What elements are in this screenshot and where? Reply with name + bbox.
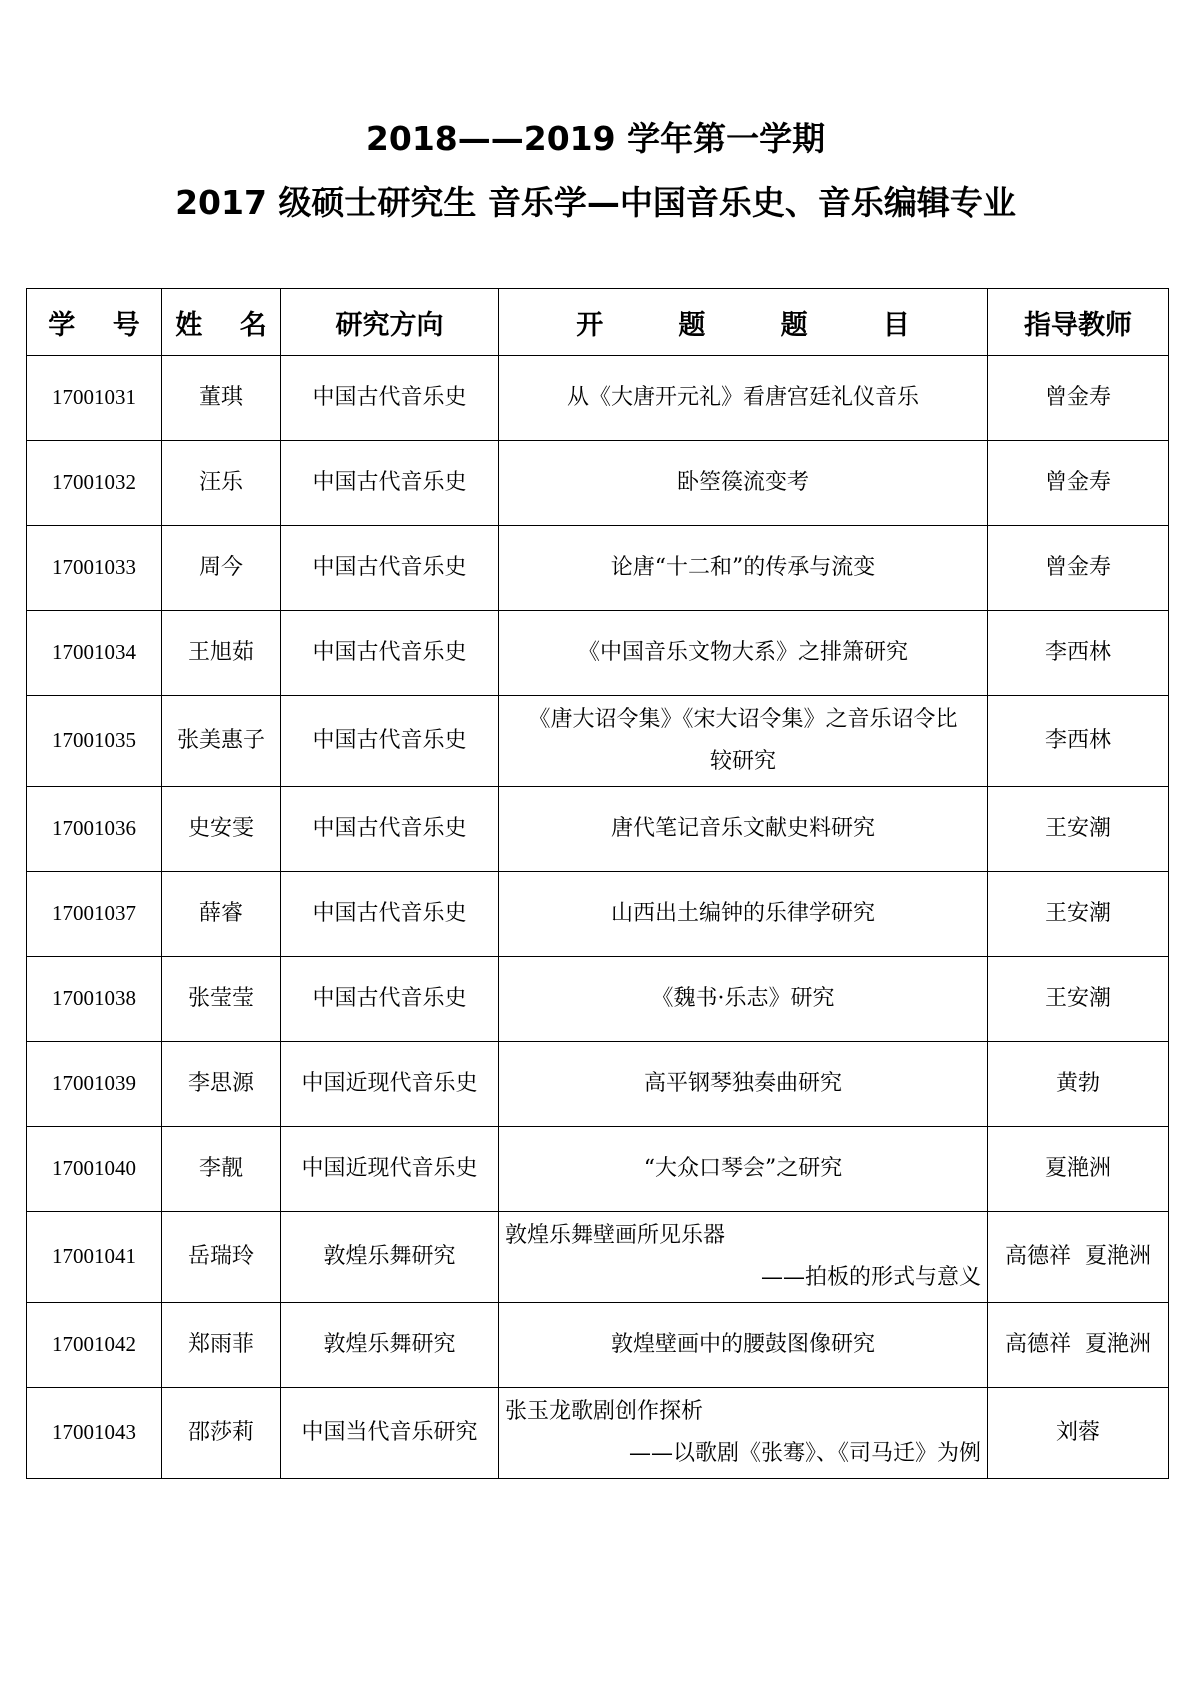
thesis-topic-cell <box>499 526 988 611</box>
thesis-topic-line: 《唐大诏令集》《宋大诏令集》之音乐诏令比 <box>528 707 958 733</box>
student-name-cell: 郑雨菲 <box>162 1303 281 1388</box>
research-direction-cell: 中国当代音乐研究 <box>281 1388 499 1479</box>
thesis-topic-cell <box>499 957 988 1042</box>
thesis-topic-cell <box>499 356 988 441</box>
student-id-cell: 17001040 <box>27 1127 162 1212</box>
research-direction-cell: 中国古代音乐史 <box>281 787 499 872</box>
advisor-cell: 黄勃 <box>988 1042 1169 1127</box>
advisor-cell: 王安潮 <box>988 787 1169 872</box>
thesis-topic-cell <box>499 1042 988 1127</box>
research-direction-cell: 中国古代音乐史 <box>281 441 499 526</box>
advisor-cell: 王安潮 <box>988 872 1169 957</box>
advisor-cell: 高德祥 夏滟洲 <box>988 1303 1169 1388</box>
thesis-topic-cell <box>499 611 988 696</box>
table-row <box>27 957 1169 1042</box>
student-name-cell: 董琪 <box>162 356 281 441</box>
student-id-cell: 17001033 <box>27 526 162 611</box>
student-name-cell: 张美惠子 <box>162 696 281 787</box>
advisor-cell: 曾金寿 <box>988 526 1169 611</box>
thesis-topic-cell <box>499 1303 988 1388</box>
thesis-topic-line: 较研究 <box>709 749 776 774</box>
student-name-cell: 岳瑞玲 <box>162 1212 281 1303</box>
research-direction-cell: 敦煌乐舞研究 <box>281 1303 499 1388</box>
thesis-topic-line: 论唐“十二和”的传承与流变 <box>610 555 876 581</box>
student-id-cell: 17001034 <box>27 611 162 696</box>
thesis-topic-line: 从《大唐开元礼》看唐宫廷礼仪音乐 <box>566 385 919 411</box>
student-name-cell: 张莹莹 <box>162 957 281 1042</box>
student-name-cell: 周今 <box>162 526 281 611</box>
column-header-research-direction: 研究方向 <box>281 289 499 356</box>
advisor-cell: 曾金寿 <box>988 356 1169 441</box>
advisor-cell: 李西林 <box>988 611 1169 696</box>
student-name-cell: 王旭茹 <box>162 611 281 696</box>
thesis-topic-line: ——以歌剧《张骞》、《司马迁》为例 <box>628 1441 981 1466</box>
document-title: 2018——2019 学年第一学期 <box>365 119 826 158</box>
thesis-topic-line: 敦煌壁画中的腰鼓图像研究 <box>610 1332 875 1358</box>
thesis-topic-cell <box>499 787 988 872</box>
research-direction-cell: 敦煌乐舞研究 <box>281 1212 499 1303</box>
thesis-topic-line: 敦煌乐舞壁画所见乐器 <box>505 1223 726 1249</box>
table-row <box>27 872 1169 957</box>
table-row <box>27 1127 1169 1212</box>
student-name-cell: 邵莎莉 <box>162 1388 281 1479</box>
table-row <box>27 356 1169 441</box>
student-id-cell: 17001037 <box>27 872 162 957</box>
advisor-cell: 王安潮 <box>988 957 1169 1042</box>
thesis-topic-line: 高平钢琴独奏曲研究 <box>643 1071 842 1097</box>
table-row <box>27 441 1169 526</box>
advisor-cell: 夏滟洲 <box>988 1127 1169 1212</box>
table-row <box>27 1303 1169 1388</box>
thesis-topic-line: 唐代笔记音乐文献史料研究 <box>610 816 875 842</box>
thesis-topic-cell <box>499 1212 988 1303</box>
thesis-topic-line: 张玉龙歌剧创作探析 <box>505 1399 704 1425</box>
thesis-topic-cell <box>499 441 988 526</box>
table-body <box>27 356 1169 1479</box>
table-row <box>27 611 1169 696</box>
student-id-cell: 17001039 <box>27 1042 162 1127</box>
thesis-topic-line: “大众口琴会”之研究 <box>643 1156 843 1182</box>
research-direction-cell: 中国古代音乐史 <box>281 526 499 611</box>
student-id-cell: 17001032 <box>27 441 162 526</box>
student-name-cell: 汪乐 <box>162 441 281 526</box>
table-row <box>27 1042 1169 1127</box>
advisor-cell: 刘蓉 <box>988 1388 1169 1479</box>
research-direction-cell: 中国古代音乐史 <box>281 611 499 696</box>
column-header-name: 姓 名 <box>162 289 281 356</box>
student-id-cell: 17001043 <box>27 1388 162 1479</box>
student-name-cell: 李思源 <box>162 1042 281 1127</box>
thesis-topic-line: 山西出土编钟的乐律学研究 <box>610 901 875 927</box>
column-header-thesis-topic: 开 题 题 目 <box>499 289 988 356</box>
student-name-cell: 史安雯 <box>162 787 281 872</box>
research-direction-cell: 中国古代音乐史 <box>281 872 499 957</box>
document-subtitle: 2017 级硕士研究生 音乐学—中国音乐史、音乐编辑专业 <box>175 183 1016 222</box>
thesis-topic-cell <box>499 1388 988 1479</box>
student-id-cell: 17001036 <box>27 787 162 872</box>
student-name-cell: 薛睿 <box>162 872 281 957</box>
student-id-cell: 17001041 <box>27 1212 162 1303</box>
advisor-cell: 高德祥 夏滟洲 <box>988 1212 1169 1303</box>
table-row <box>27 526 1169 611</box>
student-id-cell: 17001035 <box>27 696 162 787</box>
research-direction-cell: 中国古代音乐史 <box>281 957 499 1042</box>
table-row <box>27 787 1169 872</box>
advisor-cell: 李西林 <box>988 696 1169 787</box>
research-direction-cell: 中国近现代音乐史 <box>281 1127 499 1212</box>
thesis-topic-line: 《中国音乐文物大系》之排箫研究 <box>577 640 908 666</box>
thesis-topic-cell <box>499 872 988 957</box>
student-id-cell: 17001042 <box>27 1303 162 1388</box>
student-name-cell: 李靓 <box>162 1127 281 1212</box>
thesis-topic-cell <box>499 696 988 787</box>
research-direction-cell: 中国近现代音乐史 <box>281 1042 499 1127</box>
column-header-student-id: 学 号 <box>27 289 162 356</box>
table-header-row <box>27 289 1169 356</box>
table-row <box>27 1388 1169 1479</box>
thesis-proposal-table <box>26 288 1169 1479</box>
thesis-topic-line: ——拍板的形式与意义 <box>760 1265 981 1290</box>
column-header-advisor: 指导教师 <box>988 289 1169 356</box>
table-row <box>27 1212 1169 1303</box>
research-direction-cell: 中国古代音乐史 <box>281 356 499 441</box>
thesis-topic-line: 卧箜篌流变考 <box>676 470 809 496</box>
student-id-cell: 17001038 <box>27 957 162 1042</box>
table-row <box>27 696 1169 787</box>
student-id-cell: 17001031 <box>27 356 162 441</box>
thesis-topic-cell <box>499 1127 988 1212</box>
thesis-topic-line: 《魏书·乐志》研究 <box>651 986 835 1012</box>
advisor-cell: 曾金寿 <box>988 441 1169 526</box>
research-direction-cell: 中国古代音乐史 <box>281 696 499 787</box>
